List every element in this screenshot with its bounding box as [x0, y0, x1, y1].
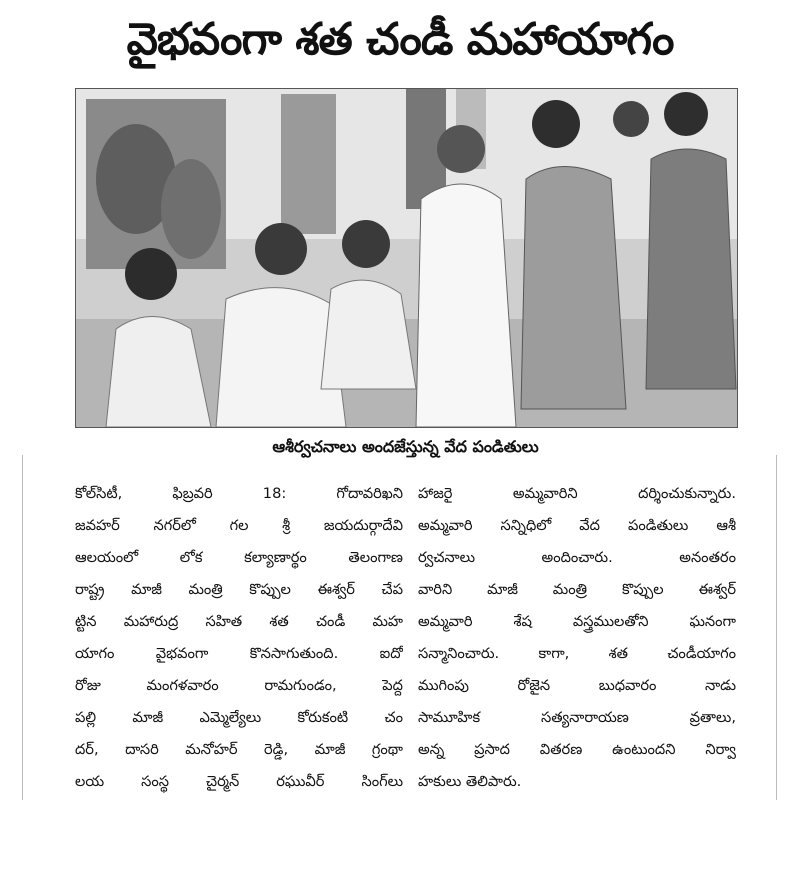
photo-caption: ఆశీర్వచనాలు అందజేస్తున్న వేద పండితులు [272, 437, 539, 456]
photo-illustration [76, 89, 737, 427]
body-line: వారిని మాజీ మంత్రి కొప్పుల ఈశ్వర్ [418, 581, 736, 598]
body-line: సామూహిక సత్యనారాయణ వ్రతాలు, [418, 709, 736, 726]
article-column-right [418, 478, 736, 798]
body-line: అమ్మవారి శేష వస్త్రములతోని ఘనంగా [418, 613, 736, 630]
body-line: అమ్మవారి సన్నిధిలో వేద పండితులు ఆశీ [418, 517, 736, 534]
body-line: కోల్‌సిటీ, ఫిబ్రవరి 18: గోదావరిఖని [75, 485, 403, 502]
body-line: హాజరై అమ్మవారిని దర్శించుకున్నారు. [418, 485, 736, 502]
body-line: జవహర్ నగర్‌లో గల శ్రీ జయదుర్గాదేవి [75, 517, 403, 534]
body-line: ట్టిన మహారుద్ర సహిత శత చండీ మహ [75, 613, 403, 630]
body-line: రాష్ట్ర మాజీ మంత్రి కొప్పుల ఈశ్వర్ చేప [75, 581, 403, 598]
body-line: ఆలయంలో లోక కల్యాణార్థం తెలంగాణ [75, 549, 403, 566]
body-line: అన్న ప్రసాద వితరణ ఉంటుందని నిర్వా [418, 741, 736, 758]
body-line: పల్లి మాజీ ఎమ్మెల్యేలు కోరుకంటి చం [75, 709, 403, 726]
body-line: ర్వచనాలు అందించారు. అనంతరం [418, 549, 736, 566]
body-line: రోజు మంగళవారం రామగుండం, పెద్ద [75, 677, 403, 694]
right-column-rule [776, 455, 777, 800]
article-headline: వైభవంగా శత చండీ మహాయాగం [126, 14, 674, 65]
body-line: దర్, దాసరి మనోహర్ రెడ్డి, మాజీ గ్రంథా [75, 741, 403, 758]
body-line: సన్మానించారు. కాగా, శత చండీయాగం [418, 645, 736, 662]
left-column-rule [22, 455, 23, 800]
body-line: యాగం వైభవంగా కొనసాగుతుంది. ఐదో [75, 645, 403, 662]
article-column-left [75, 478, 403, 798]
body-line: ముగింపు రోజైన బుధవారం నాడు [418, 677, 736, 694]
news-photo [75, 88, 738, 428]
body-line: హకులు తెలిపారు. [418, 773, 522, 790]
body-line: లయ సంస్థ చైర్మన్ రఘువీర్ సింగ్‌లు [75, 773, 403, 790]
